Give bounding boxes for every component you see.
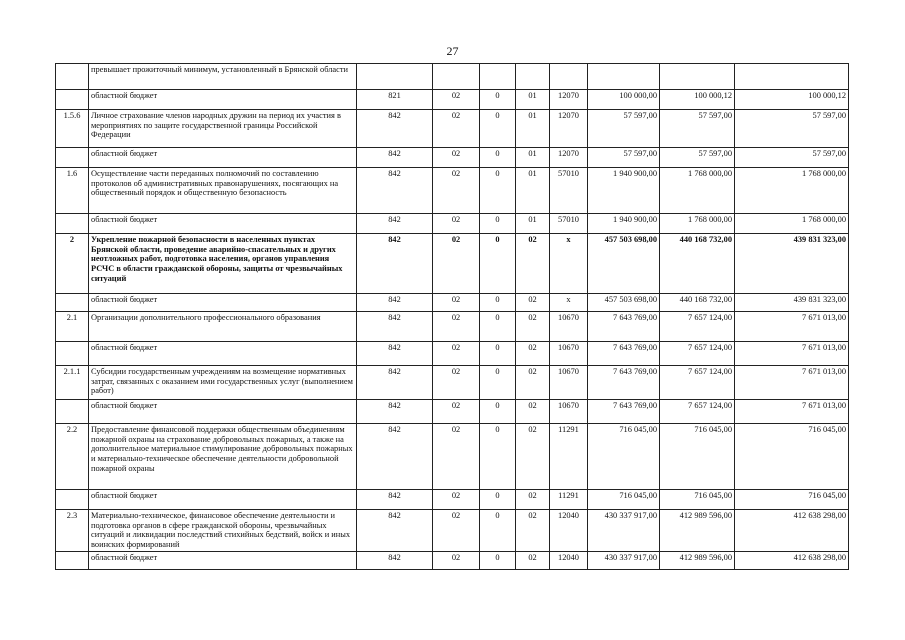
amount-year-1: 57 597,00: [588, 148, 660, 168]
row-number: [56, 552, 89, 570]
code-cs: 02: [516, 552, 550, 570]
code-dir: x: [550, 294, 588, 312]
code-pr: 0: [480, 312, 516, 342]
amount-year-2: 412 989 596,00: [660, 552, 735, 570]
code-rz: 02: [433, 424, 480, 490]
code-cs: 02: [516, 366, 550, 400]
code-dir: 10670: [550, 342, 588, 366]
code-dir: 57010: [550, 168, 588, 214]
row-number: [56, 148, 89, 168]
row-name: областной бюджет: [89, 552, 357, 570]
code-gr: 842: [357, 168, 433, 214]
row-name: областной бюджет: [89, 490, 357, 510]
code-rz: 02: [433, 552, 480, 570]
row-name: Осуществление части переданных полномочий по составлению протоколов об административных правонарушениях, посягающих на общественный порядок и общественную безопасность: [89, 168, 357, 214]
table-row: [56, 90, 849, 110]
row-name: областной бюджет: [89, 294, 357, 312]
amount-year-2: 716 045,00: [660, 490, 735, 510]
amount-year-2: 412 989 596,00: [660, 510, 735, 552]
amount-year-1: 457 503 698,00: [588, 294, 660, 312]
amount-year-3: 439 831 323,00: [735, 234, 849, 294]
row-number: 2.3: [56, 510, 89, 552]
row-number: 1.5.6: [56, 110, 89, 148]
row-name: Укрепление пожарной безопасности в населенных пунктах Брянской области, проведение аварийно-спасательных и других неотложных работ, подготовка населения, органов управления РСЧС в области гражданской обороны, защиты от чрезвычайных ситуаций: [89, 234, 357, 294]
amount-year-2: 100 000,12: [660, 90, 735, 110]
row-number: [56, 490, 89, 510]
code-dir: 10670: [550, 400, 588, 424]
code-gr: 842: [357, 312, 433, 342]
amount-year-3: 412 638 298,00: [735, 510, 849, 552]
code-gr: 842: [357, 214, 433, 234]
table-row: [56, 552, 849, 570]
amount-year-3: 7 671 013,00: [735, 400, 849, 424]
row-name: Предоставление финансовой поддержки общественным объединениям пожарной охраны на страхование добровольных пожарных, а также на дополнительное материальное стимулирование добровольных пожарных и материально-техническое обеспечение деятельности добровольной пожарной охраны: [89, 424, 357, 490]
row-name: областной бюджет: [89, 214, 357, 234]
row-name: Организации дополнительного профессионального образования: [89, 312, 357, 342]
amount-year-3: 57 597,00: [735, 148, 849, 168]
table-row: [56, 342, 849, 366]
code-pr: 0: [480, 214, 516, 234]
code-gr: 842: [357, 510, 433, 552]
code-pr: 0: [480, 424, 516, 490]
code-dir: 11291: [550, 424, 588, 490]
amount-year-2: 7 657 124,00: [660, 342, 735, 366]
amount-year-3: 7 671 013,00: [735, 366, 849, 400]
code-dir: 12070: [550, 148, 588, 168]
row-name: Субсидии государственным учреждениям на возмещение нормативных затрат, связанных с оказанием ими государственных услуг (выполнением работ): [89, 366, 357, 400]
amount-year-3: 1 768 000,00: [735, 168, 849, 214]
code-rz: 02: [433, 510, 480, 552]
code-dir: 12040: [550, 510, 588, 552]
amount-year-1: 430 337 917,00: [588, 510, 660, 552]
code-cs: 01: [516, 110, 550, 148]
code-rz: 02: [433, 234, 480, 294]
code-rz: [433, 64, 480, 90]
amount-year-3: 439 831 323,00: [735, 294, 849, 312]
code-dir: 12070: [550, 110, 588, 148]
amount-year-1: 7 643 769,00: [588, 366, 660, 400]
amount-year-2: 1 768 000,00: [660, 214, 735, 234]
code-rz: 02: [433, 366, 480, 400]
table-row: [56, 366, 849, 400]
code-rz: 02: [433, 400, 480, 424]
code-gr: 842: [357, 110, 433, 148]
table-row: [56, 490, 849, 510]
row-name: превышает прожиточный минимум, установленный в Брянской области: [89, 64, 357, 90]
amount-year-3: 412 638 298,00: [735, 552, 849, 570]
code-pr: 0: [480, 234, 516, 294]
code-rz: 02: [433, 294, 480, 312]
code-cs: 02: [516, 294, 550, 312]
row-number: [56, 64, 89, 90]
code-gr: 842: [357, 424, 433, 490]
code-gr: 842: [357, 490, 433, 510]
amount-year-3: 716 045,00: [735, 424, 849, 490]
table-row: [56, 64, 849, 90]
row-name: Личное страхование членов народных дружин на период их участия в мероприятиях по защите государственной границы Российской Федерации: [89, 110, 357, 148]
code-rz: 02: [433, 90, 480, 110]
code-pr: 0: [480, 366, 516, 400]
amount-year-1: 57 597,00: [588, 110, 660, 148]
amount-year-3: 57 597,00: [735, 110, 849, 148]
code-dir: 57010: [550, 214, 588, 234]
code-pr: 0: [480, 552, 516, 570]
amount-year-2: 7 657 124,00: [660, 312, 735, 342]
code-pr: 0: [480, 400, 516, 424]
amount-year-3: 1 768 000,00: [735, 214, 849, 234]
code-cs: 01: [516, 168, 550, 214]
table-row: [56, 110, 849, 148]
amount-year-1: 7 643 769,00: [588, 342, 660, 366]
code-pr: 0: [480, 90, 516, 110]
amount-year-2: 57 597,00: [660, 148, 735, 168]
code-cs: 02: [516, 490, 550, 510]
amount-year-2: 440 168 732,00: [660, 294, 735, 312]
row-number: [56, 214, 89, 234]
amount-year-3: 100 000,12: [735, 90, 849, 110]
code-dir: 10670: [550, 366, 588, 400]
table-row: [56, 400, 849, 424]
amount-year-2: [660, 64, 735, 90]
code-cs: 02: [516, 342, 550, 366]
code-pr: 0: [480, 168, 516, 214]
amount-year-3: 716 045,00: [735, 490, 849, 510]
row-number: 2.2: [56, 424, 89, 490]
code-cs: 01: [516, 148, 550, 168]
row-name: областной бюджет: [89, 90, 357, 110]
row-number: [56, 294, 89, 312]
code-rz: 02: [433, 490, 480, 510]
code-cs: 01: [516, 90, 550, 110]
page-number: 27: [446, 44, 459, 58]
code-rz: 02: [433, 214, 480, 234]
amount-year-1: 716 045,00: [588, 424, 660, 490]
amount-year-3: 7 671 013,00: [735, 342, 849, 366]
table-row: [56, 424, 849, 490]
code-dir: 11291: [550, 490, 588, 510]
amount-year-2: 7 657 124,00: [660, 366, 735, 400]
row-name: областной бюджет: [89, 342, 357, 366]
row-name: Материально-техническое, финансовое обеспечение деятельности и подготовка органов в сфере гражданской обороны, чрезвычайных ситуаций и ликвидации последствий стихийных бедствий, войск и иных воинских формирований: [89, 510, 357, 552]
amount-year-2: 7 657 124,00: [660, 400, 735, 424]
code-gr: 842: [357, 552, 433, 570]
table-row: [56, 510, 849, 552]
code-dir: 12040: [550, 552, 588, 570]
code-pr: [480, 64, 516, 90]
code-cs: 02: [516, 510, 550, 552]
amount-year-2: 57 597,00: [660, 110, 735, 148]
code-rz: 02: [433, 342, 480, 366]
code-cs: [516, 64, 550, 90]
amount-year-1: 100 000,00: [588, 90, 660, 110]
amount-year-2: 1 768 000,00: [660, 168, 735, 214]
code-pr: 0: [480, 342, 516, 366]
row-name: областной бюджет: [89, 148, 357, 168]
amount-year-3: 7 671 013,00: [735, 312, 849, 342]
code-cs: 02: [516, 400, 550, 424]
code-pr: 0: [480, 148, 516, 168]
code-dir: 10670: [550, 312, 588, 342]
amount-year-1: 7 643 769,00: [588, 400, 660, 424]
code-cs: 02: [516, 234, 550, 294]
code-gr: 842: [357, 294, 433, 312]
code-dir: x: [550, 234, 588, 294]
amount-year-1: 430 337 917,00: [588, 552, 660, 570]
row-number: [56, 342, 89, 366]
code-gr: 842: [357, 342, 433, 366]
table-row: [56, 234, 849, 294]
code-cs: 02: [516, 312, 550, 342]
code-cs: 02: [516, 424, 550, 490]
code-gr: 821: [357, 90, 433, 110]
code-pr: 0: [480, 510, 516, 552]
row-number: 2: [56, 234, 89, 294]
row-number: 1.6: [56, 168, 89, 214]
amount-year-2: 716 045,00: [660, 424, 735, 490]
amount-year-1: [588, 64, 660, 90]
table-row: [56, 294, 849, 312]
row-number: [56, 90, 89, 110]
amount-year-1: 1 940 900,00: [588, 168, 660, 214]
code-gr: 842: [357, 234, 433, 294]
amount-year-1: 7 643 769,00: [588, 312, 660, 342]
code-gr: 842: [357, 366, 433, 400]
code-rz: 02: [433, 110, 480, 148]
amount-year-2: 440 168 732,00: [660, 234, 735, 294]
budget-table: [55, 63, 849, 570]
table-row: [56, 312, 849, 342]
table-row: [56, 148, 849, 168]
table-body: [56, 64, 849, 570]
amount-year-1: 457 503 698,00: [588, 234, 660, 294]
code-rz: 02: [433, 168, 480, 214]
code-gr: 842: [357, 148, 433, 168]
row-number: 2.1: [56, 312, 89, 342]
code-gr: [357, 64, 433, 90]
code-pr: 0: [480, 110, 516, 148]
code-cs: 01: [516, 214, 550, 234]
row-number: 2.1.1: [56, 366, 89, 400]
code-pr: 0: [480, 294, 516, 312]
code-dir: [550, 64, 588, 90]
code-rz: 02: [433, 312, 480, 342]
code-rz: 02: [433, 148, 480, 168]
row-name: областной бюджет: [89, 400, 357, 424]
code-dir: 12070: [550, 90, 588, 110]
table-row: [56, 168, 849, 214]
amount-year-1: 1 940 900,00: [588, 214, 660, 234]
table-row: [56, 214, 849, 234]
code-pr: 0: [480, 490, 516, 510]
code-gr: 842: [357, 400, 433, 424]
row-number: [56, 400, 89, 424]
amount-year-1: 716 045,00: [588, 490, 660, 510]
amount-year-3: [735, 64, 849, 90]
